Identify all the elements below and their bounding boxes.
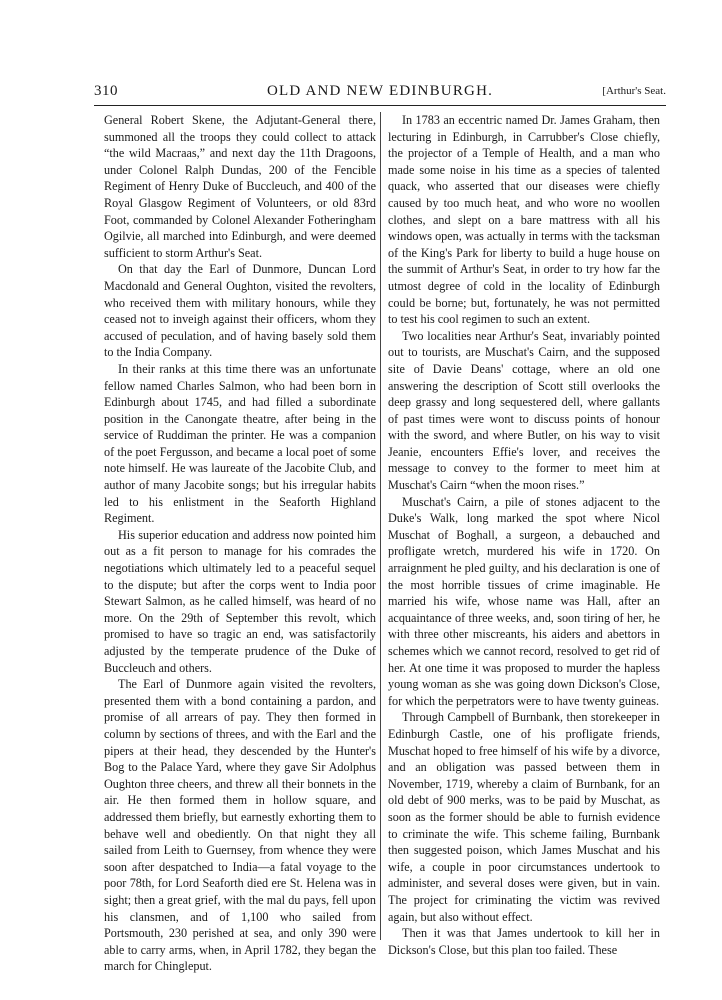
right-column <box>388 112 660 958</box>
paragraph: Two localities near Arthur's Seat, invariably pointed out to tourists, are Muschat's Cairn, and the supposed site of Davie Deans' cottage, where an old one answering the description of Scott still overlooks the deep grassy and long sequestered dell, where gallants of past times were wont to discuss points of honour with the sword, and where Butler, on his way to visit Jeanie, encounters Effie's lover, and receives the message to convey to the former to meet him at Muschat's Cairn “when the moon rises.” <box>388 328 660 493</box>
paragraph: His superior education and address now pointed him out as a fit person to manage for his comrades the negotiations which ultimately led to a peaceful sequel to the dispute; but after the corps went to India poor Stewart Salmon, as he called himself, was heard of no more. On the 29th of September this revolt, which promised to have so tragic an end, was satisfactorily adjusted by the temperate prudence of the Duke of Buccleuch and others. <box>104 527 376 675</box>
section-tag: [Arthur's Seat. <box>602 85 666 97</box>
running-title: OLD AND NEW EDINBURGH. <box>266 83 494 99</box>
column-divider <box>380 112 381 940</box>
page-number: 310 <box>94 83 118 99</box>
paragraph: In their ranks at this time there was an unfortunate fellow named Charles Salmon, who had been born in Edinburgh about 1745, and had filled a subordinate position in the Canongate theatre, after being in the service of Ruddiman the printer. He was a companion of the poet Fergusson, and became a local poet of some note himself. He was laureate of the Jacobite Club, and author of many Jacobite songs; but his irregular habits led to his enlistment in the Seaforth Highland Regiment. <box>104 361 376 526</box>
paragraph: On that day the Earl of Dunmore, Duncan Lord Macdonald and General Oughton, visited the revolters, who received them with military honours, while they ceased not to inveigh against their officers, whom they accused of peculation, and of having basely sold them to the India Company. <box>104 262 376 360</box>
header-rule <box>94 105 666 106</box>
left-column <box>104 112 376 975</box>
paragraph: In 1783 an eccentric named Dr. James Graham, then lecturing in Edinburgh, in Carrubber's Close chiefly, the projector of a Temple of Health, and a man who made some noise in his time as a species of talented quack, who asserted that our diseases were chiefly caused by too much heat, and who wore no woollen clothes, and slept on a bare mattress with all his windows open, was actually in terms with the tacksman of the King's Park for liberty to build a huge house on the summit of Arthur's Seat, in order to try how far the utmost degree of cold in the locality of Edinburgh could be borne; but, fortunately, he was not permitted to test his cool regimen to such an extent. <box>388 113 660 327</box>
paragraph: Through Campbell of Burnbank, then storekeeper in Edinburgh Castle, one of his profligate friends, Muschat hoped to free himself of his wife by a divorce, and an obligation was passed between them in November, 1719, whereby a claim of Burnbank, for an old debt of 900 merks, was to be paid by Muschat, as soon as the former should be able to furnish evidence to criminate the wife. This scheme failing, Burnbank then suggested poison, which James Muschat and his wife, a couple in poor circumstances undertook to administer, and several doses were given, but in vain. The project for criminating the victim was revived again, but also without effect. <box>388 710 660 924</box>
paragraph: General Robert Skene, the Adjutant-General there, summoned all the troops they could collect to attack “the wild Macraas,” and next day the 11th Dragoons, under Colonel Ralph Dundas, 200 of the Fencible Regiment of Henry Duke of Buccleuch, and 400 of the Royal Glasgow Regiment of Volunteers, or old 83rd Foot, commanded by Colonel Alexander Fotheringham Ogilvie, all marched into Edinburgh, and were deemed sufficient to storm Arthur's Seat. <box>104 113 376 260</box>
paragraph: Then it was that James undertook to kill her in Dickson's Close, but this plan too failed. These <box>388 926 660 957</box>
paragraph: The Earl of Dunmore again visited the revolters, presented them with a bond containing a pardon, and promise of all arrears of pay. They then formed in column by sections of threes, and with the Earl and the pipers at their head, they descended by the Hunter's Bog to the Palace Yard, where they gave Sir Adolphus Oughton three cheers, and threw all their bonnets in the air. He then formed them in hollow square, and addressed them briefly, but earnestly exhorting them to behave well and obediently. On that night they all sailed from Leith to Guernsey, from whence they were soon after despatched to India—a fatal voyage to the poor 78th, for Lord Seaforth died ere St. Helena was in sight; then a great grief, with the mal du pays, fell upon his clansmen, and of 1,100 who sailed from Portsmouth, 230 perished at sea, and only 390 were able to carry arms, when, in April 1782, they began the march for Chingleput. <box>104 677 376 974</box>
paragraph: Muschat's Cairn, a pile of stones adjacent to the Duke's Walk, long marked the spot where Nicol Muschat of Boghall, a surgeon, a debauched and profligate wretch, murdered his wife in 1720. On arraignment he pled guilty, and his declaration is one of the most horrible tissues of crime imaginable. He married his wife, whose name was Hall, after an acquaintance of three weeks, and, soon tiring of her, he with three other miscreants, his aiders and abettors in schemes which we cannot record, resolved to get rid of her. At one time it was proposed to murder the hapless young woman as she was going down Dickson's Close, for which the perpetrators were to have twenty guineas. <box>388 494 660 708</box>
page-header <box>94 83 666 105</box>
